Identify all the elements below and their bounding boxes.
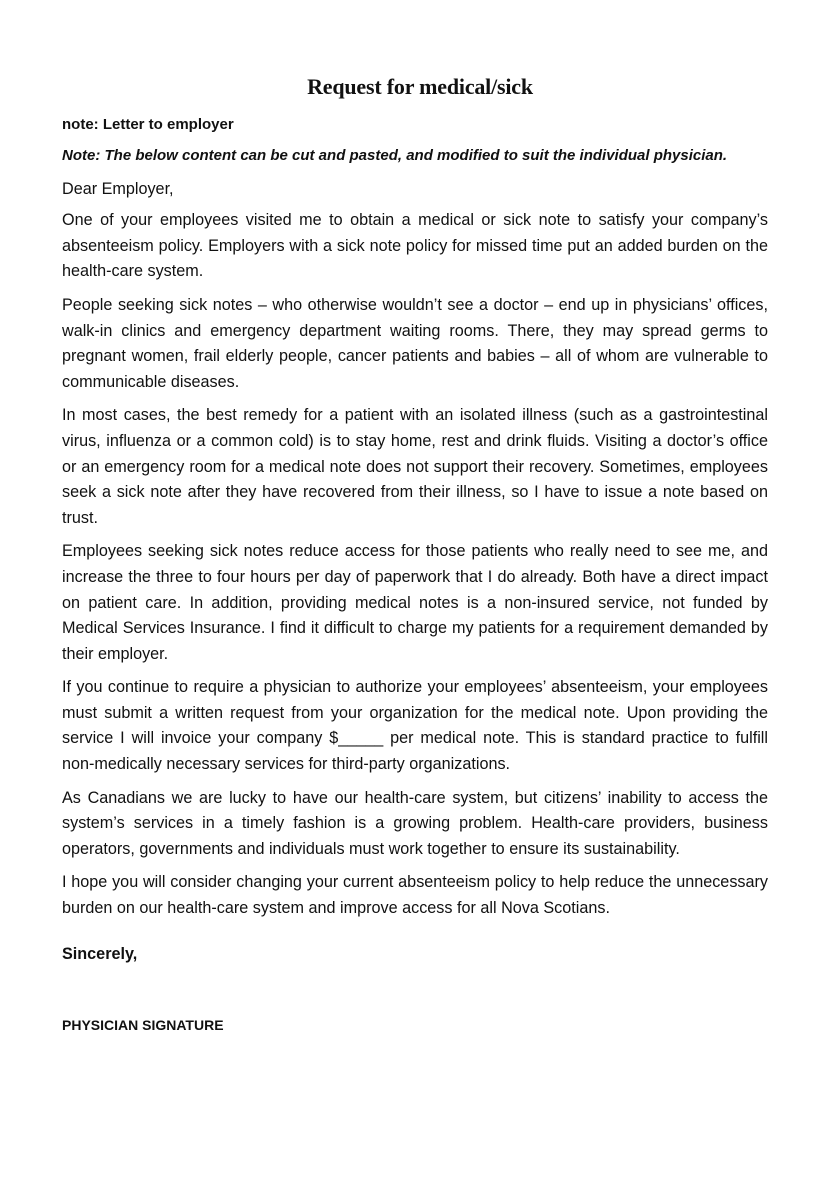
paragraph-2: People seeking sick notes – who otherwise wouldn’t see a doctor – end up in physicians’ offices, walk-in clinics and emergency department waiting rooms. There, they may spread germs to pregnant women, frail elderly people, cancer patients and babies – all of whom are vulnerable to communicable diseases. [62,295,768,391]
paragraph-5: If you continue to require a physician to authorize your employees’ absenteeism, your employees must submit a written request from your organization for the medical note. Upon providing the service I will invoice your company $_____ per medical note. This is standard practice to fulfill non-medically necessary services for third-party organizations. [62,678,768,774]
note-label: note: Letter to employer [62,116,234,133]
paragraph-4: Employees seeking sick notes reduce access for those patients who really need to see me, and increase the three to four hours per day of paperwork that I do already. Both have a direct impact on patient care. In addition, providing medical notes is a non-insured service, not funded by Medical Services Insurance. I find it difficult to charge my patients for a requirement demanded by their employer. [62,542,768,663]
signature-label: PHYSICIAN SIGNATURE [62,1017,224,1034]
note-instructions: Note: The below content can be cut and pasted, and modified to suit the individual physician. [62,146,728,164]
closing: Sincerely, [62,944,138,963]
paragraph-6: As Canadians we are lucky to have our health-care system, but citizens’ inability to access the system’s services in a timely fashion is a growing problem. Health-care providers, business operators, governments and individuals must work together to ensure its sustainability. [62,788,768,858]
letter-body [62,112,768,1039]
paragraph-1: One of your employees visited me to obtain a medical or sick note to satisfy your company’s absenteeism policy. Employers with a sick note policy for missed time put an added burden on the health-care system. [62,211,768,281]
letter-title: Request for medical/sick [307,74,533,99]
paragraph-7: I hope you will consider changing your current absenteeism policy to help reduce the unnecessary burden on our health-care system and improve access for all Nova Scotians. [62,873,768,918]
paragraph-3: In most cases, the best remedy for a patient with an isolated illness (such as a gastrointestinal virus, influenza or a common cold) is to stay home, rest and drink fluids. Visiting a doctor’s office or an emergency room for a medical note does not support their recovery. Sometimes, employees seek a sick note after they have recovered from their illness, so I have to issue a note based on trust. [62,406,768,527]
salutation: Dear Employer, [62,179,174,198]
